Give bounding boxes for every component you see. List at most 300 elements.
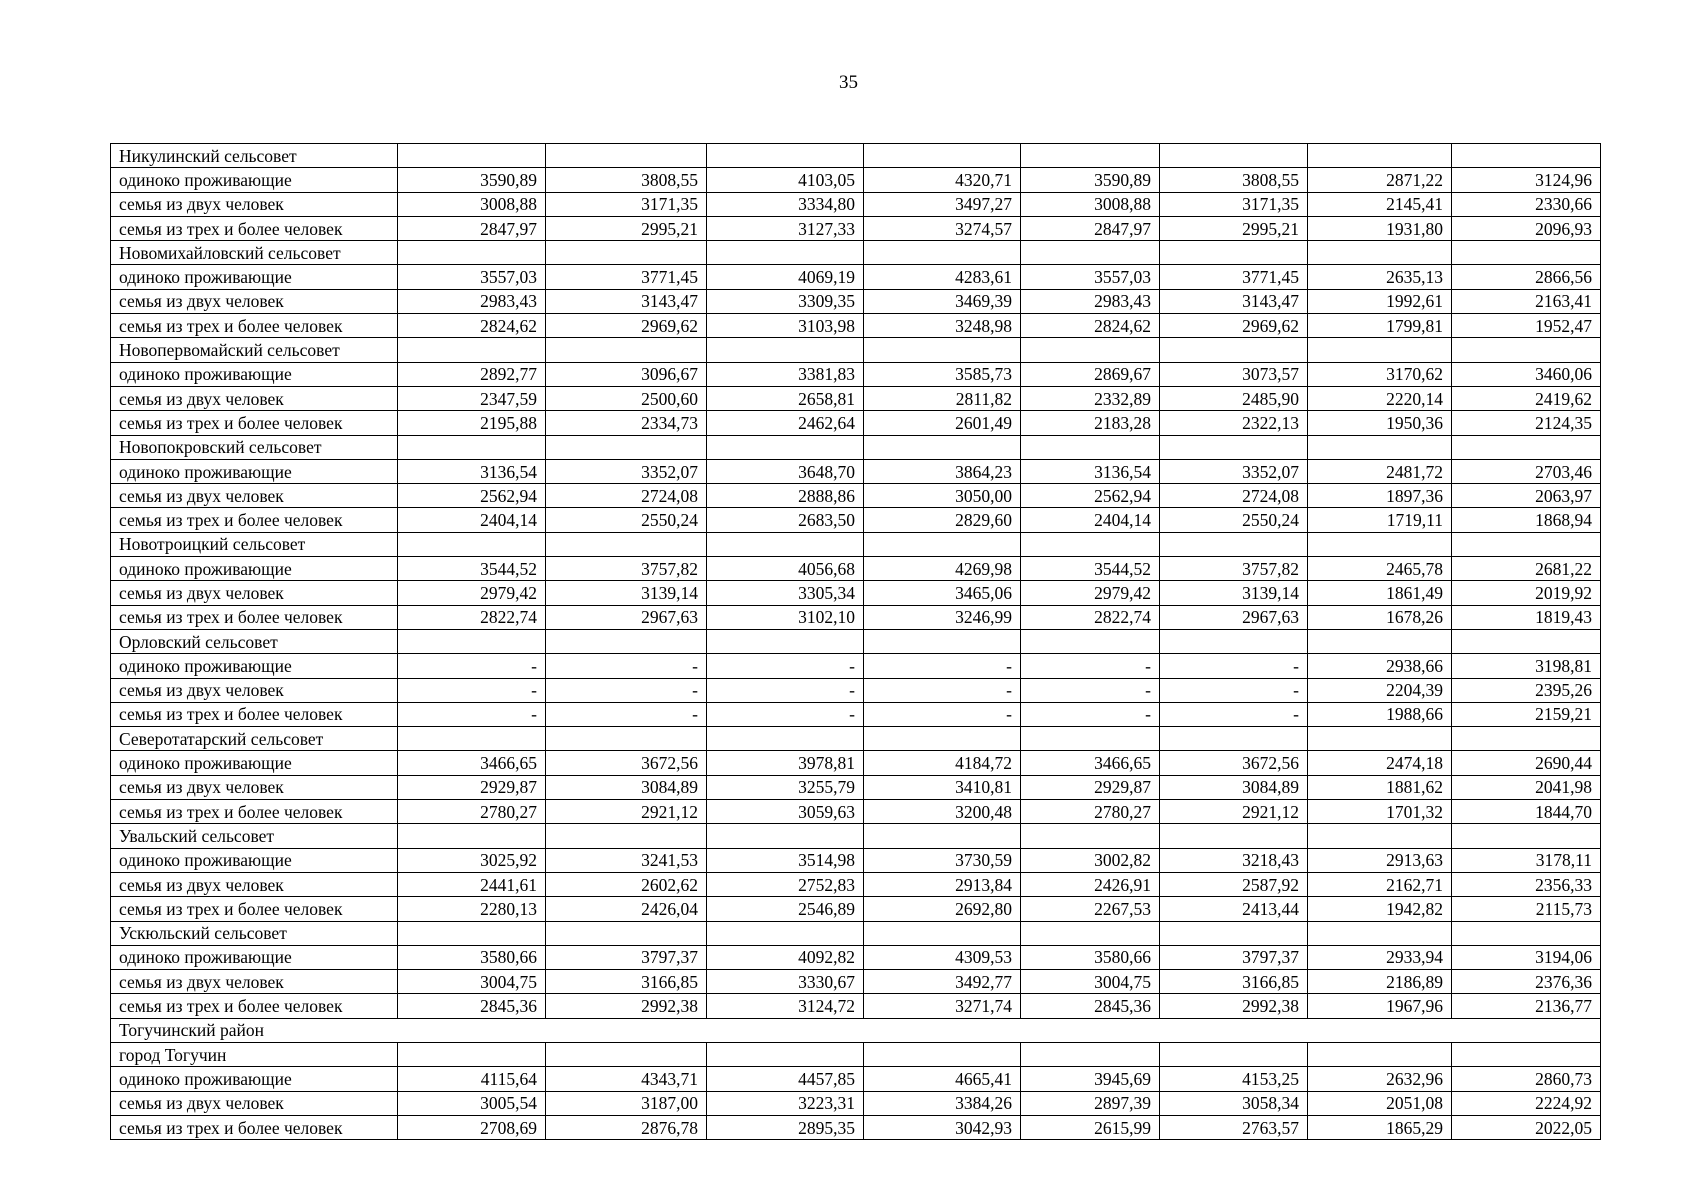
value-cell: 3514,98 — [707, 848, 864, 872]
table-row — [111, 386, 1601, 410]
value-cell: 2602,62 — [546, 872, 707, 896]
value-cell: 2929,87 — [398, 775, 546, 799]
value-cell — [1160, 727, 1308, 751]
value-cell: 3271,74 — [864, 994, 1021, 1018]
value-cell: 3648,70 — [707, 459, 864, 483]
value-cell: 2183,28 — [1021, 411, 1160, 435]
table-row — [111, 192, 1601, 216]
value-cell — [707, 727, 864, 751]
value-cell: 2019,92 — [1452, 581, 1601, 605]
value-cell: 3124,96 — [1452, 168, 1601, 192]
value-cell: 3330,67 — [707, 970, 864, 994]
value-cell: 3580,66 — [1021, 945, 1160, 969]
value-cell: 2829,60 — [864, 508, 1021, 532]
table-row — [111, 1115, 1601, 1139]
value-cell: 3073,57 — [1160, 362, 1308, 386]
value-cell: 1967,96 — [1308, 994, 1452, 1018]
table-row — [111, 168, 1601, 192]
value-cell: 3381,83 — [707, 362, 864, 386]
value-cell: 2426,04 — [546, 897, 707, 921]
value-cell — [398, 727, 546, 751]
table-row — [111, 872, 1601, 896]
value-cell: 2938,66 — [1308, 654, 1452, 678]
value-cell: 3544,52 — [1021, 557, 1160, 581]
value-cell: 2897,39 — [1021, 1091, 1160, 1115]
table-row — [111, 921, 1601, 945]
section-heading: Орловский сельсовет — [111, 629, 398, 653]
value-cell — [864, 435, 1021, 459]
value-cell: 3466,65 — [398, 751, 546, 775]
table-row — [111, 532, 1601, 556]
value-cell: 2824,62 — [1021, 314, 1160, 338]
value-cell: - — [707, 702, 864, 726]
value-cell: 2186,89 — [1308, 970, 1452, 994]
value-cell: - — [864, 654, 1021, 678]
value-cell: 2992,38 — [546, 994, 707, 1018]
table-row — [111, 459, 1601, 483]
value-cell: 3170,62 — [1308, 362, 1452, 386]
value-cell: 2895,35 — [707, 1115, 864, 1139]
value-cell — [707, 144, 864, 168]
value-cell: 3590,89 — [1021, 168, 1160, 192]
table-row — [111, 945, 1601, 969]
value-cell: 2929,87 — [1021, 775, 1160, 799]
value-cell: 3757,82 — [546, 557, 707, 581]
table-row — [111, 289, 1601, 313]
value-cell: 3198,81 — [1452, 654, 1601, 678]
value-cell: 4665,41 — [864, 1067, 1021, 1091]
value-cell — [398, 629, 546, 653]
value-cell: 2888,86 — [707, 484, 864, 508]
value-cell — [1021, 144, 1160, 168]
value-cell: 2481,72 — [1308, 459, 1452, 483]
value-cell: 2163,41 — [1452, 289, 1601, 313]
value-cell: 2462,64 — [707, 411, 864, 435]
value-cell: - — [398, 654, 546, 678]
value-cell — [1021, 921, 1160, 945]
value-cell: 2847,97 — [398, 216, 546, 240]
value-cell: 3460,06 — [1452, 362, 1601, 386]
table-row — [111, 557, 1601, 581]
value-cell: 1819,43 — [1452, 605, 1601, 629]
value-cell — [707, 435, 864, 459]
value-cell — [864, 921, 1021, 945]
row-label: семья из трех и более человек — [111, 897, 398, 921]
value-cell: 3002,82 — [1021, 848, 1160, 872]
row-label: семья из двух человек — [111, 872, 398, 896]
value-cell — [707, 921, 864, 945]
value-cell: 2824,62 — [398, 314, 546, 338]
value-cell: 2992,38 — [1160, 994, 1308, 1018]
table-row — [111, 824, 1601, 848]
table-row — [111, 265, 1601, 289]
value-cell: 2983,43 — [398, 289, 546, 313]
value-cell: 2780,27 — [398, 800, 546, 824]
value-cell: 1701,32 — [1308, 800, 1452, 824]
value-cell: 2780,27 — [1021, 800, 1160, 824]
value-cell: 2376,36 — [1452, 970, 1601, 994]
value-cell: 2635,13 — [1308, 265, 1452, 289]
value-cell — [864, 144, 1021, 168]
value-cell: 3864,23 — [864, 459, 1021, 483]
value-cell: 4184,72 — [864, 751, 1021, 775]
value-cell: - — [1021, 678, 1160, 702]
value-cell: 3978,81 — [707, 751, 864, 775]
value-cell — [707, 629, 864, 653]
value-cell — [1308, 629, 1452, 653]
value-cell: 2969,62 — [546, 314, 707, 338]
value-cell: 4153,25 — [1160, 1067, 1308, 1091]
value-cell: 3143,47 — [546, 289, 707, 313]
value-cell: 3757,82 — [1160, 557, 1308, 581]
value-cell: 2550,24 — [1160, 508, 1308, 532]
value-cell: 2811,82 — [864, 386, 1021, 410]
value-cell: 2404,14 — [1021, 508, 1160, 532]
value-cell: 3127,33 — [707, 216, 864, 240]
value-cell: 2876,78 — [546, 1115, 707, 1139]
value-cell — [1452, 727, 1601, 751]
row-label: одиноко проживающие — [111, 654, 398, 678]
value-cell: 3384,26 — [864, 1091, 1021, 1115]
value-cell — [864, 629, 1021, 653]
table-row — [111, 678, 1601, 702]
value-cell: 2683,50 — [707, 508, 864, 532]
value-cell — [1452, 435, 1601, 459]
row-label: семья из трех и более человек — [111, 508, 398, 532]
value-cell: 3580,66 — [398, 945, 546, 969]
row-label: одиноко проживающие — [111, 362, 398, 386]
value-cell — [1160, 435, 1308, 459]
value-cell — [1160, 144, 1308, 168]
value-cell — [1021, 338, 1160, 362]
value-cell: - — [398, 678, 546, 702]
value-cell — [1452, 144, 1601, 168]
value-cell: 3143,47 — [1160, 289, 1308, 313]
value-cell: 1950,36 — [1308, 411, 1452, 435]
table-row — [111, 1018, 1601, 1042]
value-cell: 2474,18 — [1308, 751, 1452, 775]
table-row — [111, 654, 1601, 678]
value-cell: 2615,99 — [1021, 1115, 1160, 1139]
value-cell: 3585,73 — [864, 362, 1021, 386]
table-row — [111, 970, 1601, 994]
value-cell — [1452, 824, 1601, 848]
row-label: семья из трех и более человек — [111, 216, 398, 240]
value-cell — [707, 1042, 864, 1066]
value-cell: 1719,11 — [1308, 508, 1452, 532]
value-cell: 3004,75 — [398, 970, 546, 994]
value-cell: 3084,89 — [1160, 775, 1308, 799]
value-cell: 3410,81 — [864, 775, 1021, 799]
page-number: 35 — [839, 72, 858, 93]
value-cell: 3305,34 — [707, 581, 864, 605]
table-row — [111, 241, 1601, 265]
value-cell — [707, 824, 864, 848]
table-row — [111, 1042, 1601, 1066]
value-cell: 2124,35 — [1452, 411, 1601, 435]
value-cell: 2995,21 — [546, 216, 707, 240]
value-cell: 2921,12 — [546, 800, 707, 824]
section-heading: Новопокровский сельсовет — [111, 435, 398, 459]
value-cell: 3084,89 — [546, 775, 707, 799]
value-cell — [546, 144, 707, 168]
value-cell: 2224,92 — [1452, 1091, 1601, 1115]
value-cell: - — [546, 702, 707, 726]
value-cell: 3248,98 — [864, 314, 1021, 338]
value-cell: 2546,89 — [707, 897, 864, 921]
value-cell: 1678,26 — [1308, 605, 1452, 629]
value-cell: 3808,55 — [546, 168, 707, 192]
value-cell: 3557,03 — [398, 265, 546, 289]
table-row — [111, 1067, 1601, 1091]
value-cell: 3166,85 — [546, 970, 707, 994]
value-cell — [707, 338, 864, 362]
value-cell: - — [398, 702, 546, 726]
value-cell: 2967,63 — [546, 605, 707, 629]
value-cell: 2869,67 — [1021, 362, 1160, 386]
value-cell: 2983,43 — [1021, 289, 1160, 313]
value-cell: 3334,80 — [707, 192, 864, 216]
value-cell: 2995,21 — [1160, 216, 1308, 240]
table-body — [111, 144, 1601, 1140]
value-cell — [1021, 824, 1160, 848]
row-label: семья из двух человек — [111, 386, 398, 410]
value-cell: 3050,00 — [864, 484, 1021, 508]
data-table — [110, 143, 1601, 1140]
value-cell — [1160, 1042, 1308, 1066]
value-cell — [1160, 921, 1308, 945]
value-cell: 1952,47 — [1452, 314, 1601, 338]
value-cell — [864, 824, 1021, 848]
value-cell — [1160, 824, 1308, 848]
value-cell: 2404,14 — [398, 508, 546, 532]
value-cell: 3187,00 — [546, 1091, 707, 1115]
value-cell: 3124,72 — [707, 994, 864, 1018]
value-cell: 2866,56 — [1452, 265, 1601, 289]
table-row — [111, 508, 1601, 532]
value-cell: 3005,54 — [398, 1091, 546, 1115]
row-label: семья из трех и более человек — [111, 411, 398, 435]
value-cell: 1868,94 — [1452, 508, 1601, 532]
value-cell — [398, 338, 546, 362]
value-cell: 3166,85 — [1160, 970, 1308, 994]
section-heading: Тогучинский район — [111, 1018, 1601, 1042]
value-cell: - — [864, 702, 1021, 726]
value-cell: 2096,93 — [1452, 216, 1601, 240]
value-cell: 3309,35 — [707, 289, 864, 313]
value-cell: 2280,13 — [398, 897, 546, 921]
value-cell: 3223,31 — [707, 1091, 864, 1115]
value-cell: 2724,08 — [1160, 484, 1308, 508]
table-row — [111, 727, 1601, 751]
value-cell: 3004,75 — [1021, 970, 1160, 994]
value-cell: 2500,60 — [546, 386, 707, 410]
value-cell: 2330,66 — [1452, 192, 1601, 216]
table-row — [111, 484, 1601, 508]
value-cell: 2658,81 — [707, 386, 864, 410]
value-cell: 1881,62 — [1308, 775, 1452, 799]
value-cell: 3178,11 — [1452, 848, 1601, 872]
value-cell: 2413,44 — [1160, 897, 1308, 921]
value-cell — [1021, 532, 1160, 556]
value-cell: - — [1021, 654, 1160, 678]
value-cell — [546, 338, 707, 362]
value-cell — [864, 1042, 1021, 1066]
value-cell: 2913,84 — [864, 872, 1021, 896]
value-cell: 3042,93 — [864, 1115, 1021, 1139]
value-cell: 3945,69 — [1021, 1067, 1160, 1091]
value-cell: 2195,88 — [398, 411, 546, 435]
value-cell: 3797,37 — [546, 945, 707, 969]
value-cell — [1308, 727, 1452, 751]
value-cell — [1021, 241, 1160, 265]
value-cell — [1308, 435, 1452, 459]
value-cell — [1452, 1042, 1601, 1066]
row-label: семья из двух человек — [111, 192, 398, 216]
section-heading: Увальский сельсовет — [111, 824, 398, 848]
table-row — [111, 435, 1601, 459]
value-cell: 2136,77 — [1452, 994, 1601, 1018]
value-cell — [1160, 532, 1308, 556]
value-cell: 2550,24 — [546, 508, 707, 532]
value-cell: 3352,07 — [1160, 459, 1308, 483]
row-label: одиноко проживающие — [111, 751, 398, 775]
section-heading: Ускюльский сельсовет — [111, 921, 398, 945]
row-label: семья из трех и более человек — [111, 994, 398, 1018]
row-label: семья из трех и более человек — [111, 702, 398, 726]
table-row — [111, 775, 1601, 799]
value-cell: 2822,74 — [1021, 605, 1160, 629]
value-cell: 3139,14 — [1160, 581, 1308, 605]
value-cell: 3103,98 — [707, 314, 864, 338]
value-cell: 3557,03 — [1021, 265, 1160, 289]
value-cell: 2204,39 — [1308, 678, 1452, 702]
value-cell — [398, 144, 546, 168]
table-row — [111, 1091, 1601, 1115]
value-cell: 3590,89 — [398, 168, 546, 192]
table-row — [111, 314, 1601, 338]
value-cell: 3771,45 — [1160, 265, 1308, 289]
value-cell: 2159,21 — [1452, 702, 1601, 726]
value-cell: 3469,39 — [864, 289, 1021, 313]
section-heading: Новотроицкий сельсовет — [111, 532, 398, 556]
value-cell: 3730,59 — [864, 848, 1021, 872]
value-cell: 1942,82 — [1308, 897, 1452, 921]
value-cell — [546, 824, 707, 848]
value-cell: 3171,35 — [1160, 192, 1308, 216]
value-cell — [1021, 727, 1160, 751]
value-cell — [546, 241, 707, 265]
row-label: семья из трех и более человек — [111, 800, 398, 824]
value-cell: 3025,92 — [398, 848, 546, 872]
value-cell — [398, 435, 546, 459]
value-cell: 2485,90 — [1160, 386, 1308, 410]
row-label: семья из трех и более человек — [111, 605, 398, 629]
value-cell: 3797,37 — [1160, 945, 1308, 969]
value-cell — [398, 1042, 546, 1066]
value-cell: 3241,53 — [546, 848, 707, 872]
value-cell: 2860,73 — [1452, 1067, 1601, 1091]
value-cell: 3544,52 — [398, 557, 546, 581]
value-cell: 2347,59 — [398, 386, 546, 410]
value-cell — [1308, 1042, 1452, 1066]
value-cell: 2426,91 — [1021, 872, 1160, 896]
value-cell: 2041,98 — [1452, 775, 1601, 799]
table-row — [111, 702, 1601, 726]
value-cell: 2115,73 — [1452, 897, 1601, 921]
row-label: одиноко проживающие — [111, 168, 398, 192]
value-cell: 2871,22 — [1308, 168, 1452, 192]
table-row — [111, 629, 1601, 653]
value-cell: 3008,88 — [398, 192, 546, 216]
value-cell — [1452, 532, 1601, 556]
value-cell: 3808,55 — [1160, 168, 1308, 192]
value-cell: 3255,79 — [707, 775, 864, 799]
value-cell: 2708,69 — [398, 1115, 546, 1139]
value-cell — [1452, 241, 1601, 265]
value-cell: 3136,54 — [398, 459, 546, 483]
value-cell: 1897,36 — [1308, 484, 1452, 508]
value-cell: 1861,49 — [1308, 581, 1452, 605]
row-label: одиноко проживающие — [111, 459, 398, 483]
value-cell: 1799,81 — [1308, 314, 1452, 338]
value-cell: - — [1160, 654, 1308, 678]
value-cell: 1988,66 — [1308, 702, 1452, 726]
value-cell: 2267,53 — [1021, 897, 1160, 921]
row-label: семья из двух человек — [111, 970, 398, 994]
value-cell: 3102,10 — [707, 605, 864, 629]
value-cell: 3058,34 — [1160, 1091, 1308, 1115]
value-cell — [1452, 338, 1601, 362]
table-row — [111, 994, 1601, 1018]
row-label: семья из двух человек — [111, 581, 398, 605]
row-label: семья из трех и более человек — [111, 314, 398, 338]
value-cell: 2334,73 — [546, 411, 707, 435]
value-cell: 2933,94 — [1308, 945, 1452, 969]
value-cell: - — [1160, 702, 1308, 726]
value-cell — [1160, 338, 1308, 362]
value-cell: 2465,78 — [1308, 557, 1452, 581]
value-cell — [398, 921, 546, 945]
value-cell — [1308, 824, 1452, 848]
value-cell: 2063,97 — [1452, 484, 1601, 508]
row-label: одиноко проживающие — [111, 557, 398, 581]
value-cell: 3672,56 — [546, 751, 707, 775]
table-row — [111, 411, 1601, 435]
value-cell — [1308, 338, 1452, 362]
value-cell: 2703,46 — [1452, 459, 1601, 483]
value-cell — [1021, 435, 1160, 459]
value-cell: 2690,44 — [1452, 751, 1601, 775]
value-cell: 2162,71 — [1308, 872, 1452, 896]
table-row — [111, 800, 1601, 824]
value-cell: - — [864, 678, 1021, 702]
value-cell — [1452, 921, 1601, 945]
value-cell: 2847,97 — [1021, 216, 1160, 240]
value-cell — [707, 532, 864, 556]
value-cell: 4115,64 — [398, 1067, 546, 1091]
value-cell: 4457,85 — [707, 1067, 864, 1091]
value-cell: 3200,48 — [864, 800, 1021, 824]
value-cell: 4269,98 — [864, 557, 1021, 581]
value-cell: 1992,61 — [1308, 289, 1452, 313]
value-cell — [546, 629, 707, 653]
value-cell: 3059,63 — [707, 800, 864, 824]
value-cell: 4283,61 — [864, 265, 1021, 289]
row-label: семья из двух человек — [111, 678, 398, 702]
section-heading: Северотатарский сельсовет — [111, 727, 398, 751]
row-label: одиноко проживающие — [111, 1067, 398, 1091]
